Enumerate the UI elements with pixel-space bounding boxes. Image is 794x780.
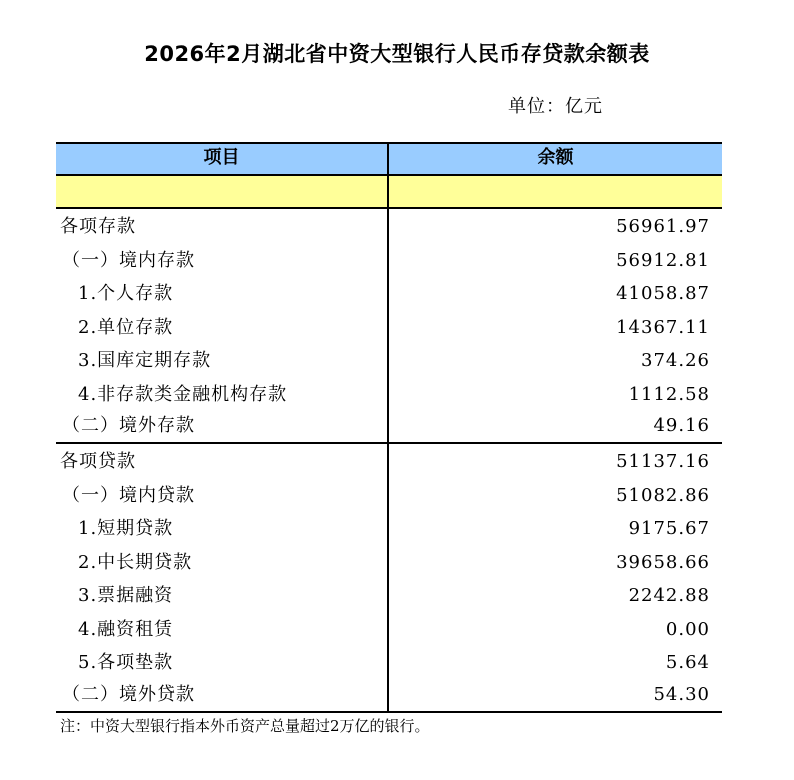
table-row xyxy=(56,378,722,412)
deposit-loan-table xyxy=(56,142,722,713)
blank-row-divider xyxy=(56,207,722,209)
header-balance: 余额 xyxy=(537,147,574,168)
table-blank-row xyxy=(56,176,722,208)
row-value: 2242.88 xyxy=(628,585,710,606)
table-row xyxy=(56,344,722,378)
row-label: 3.票据融资 xyxy=(78,585,174,606)
row-value: 39658.66 xyxy=(616,551,710,573)
row-label: 各项贷款 xyxy=(60,451,136,472)
row-label: （二）境外贷款 xyxy=(62,684,195,705)
unit-label: 单位：亿元 xyxy=(508,96,603,117)
footnote: 注：中资大型银行指本外币资产总量超过2万亿的银行。 xyxy=(60,717,430,735)
row-value: 9175.67 xyxy=(628,518,710,539)
table-row xyxy=(56,244,722,278)
table-row xyxy=(56,546,722,580)
header-item: 项目 xyxy=(203,147,240,168)
row-value: 14367.11 xyxy=(616,316,710,338)
table-row xyxy=(56,479,722,513)
row-label: （二）境外存款 xyxy=(62,415,195,436)
row-label: （一）境内贷款 xyxy=(62,484,195,506)
table-header-row xyxy=(56,142,722,174)
row-value: 51137.16 xyxy=(616,451,710,472)
row-label: 3.国库定期存款 xyxy=(78,350,212,371)
page-title: 2026年2月湖北省中资大型银行人民币存贷款余额表 xyxy=(144,42,650,66)
table-row xyxy=(56,445,722,479)
row-value: 374.26 xyxy=(641,350,710,371)
table-row xyxy=(56,613,722,647)
row-value: 54.30 xyxy=(653,684,710,705)
row-label: 1.短期贷款 xyxy=(78,518,174,539)
row-value: 56961.97 xyxy=(616,216,710,237)
row-label: 2.中长期贷款 xyxy=(78,551,193,573)
table-row xyxy=(56,646,722,680)
row-value: 5.64 xyxy=(665,652,710,673)
table-row xyxy=(56,277,722,311)
row-value: 56912.81 xyxy=(616,249,710,271)
table-top-border xyxy=(56,142,722,144)
row-value: 0.00 xyxy=(665,618,710,640)
table-row xyxy=(56,311,722,345)
table-row xyxy=(56,579,722,613)
row-label: （一）境内存款 xyxy=(62,249,195,271)
row-value: 41058.87 xyxy=(616,283,710,304)
header-divider xyxy=(56,174,722,176)
row-value: 1112.58 xyxy=(628,383,710,405)
table-row xyxy=(56,210,722,244)
row-label: 2.单位存款 xyxy=(78,316,174,338)
row-value: 51082.86 xyxy=(616,484,710,506)
row-label: 4.融资租赁 xyxy=(78,618,174,640)
row-label: 5.各项垫款 xyxy=(78,652,174,673)
row-label: 各项存款 xyxy=(60,216,136,237)
table-row xyxy=(56,409,722,443)
row-label: 4.非存款类金融机构存款 xyxy=(78,383,288,405)
table-row xyxy=(56,678,722,712)
row-value: 49.16 xyxy=(653,415,710,436)
table-row xyxy=(56,512,722,546)
row-label: 1.个人存款 xyxy=(78,283,174,304)
